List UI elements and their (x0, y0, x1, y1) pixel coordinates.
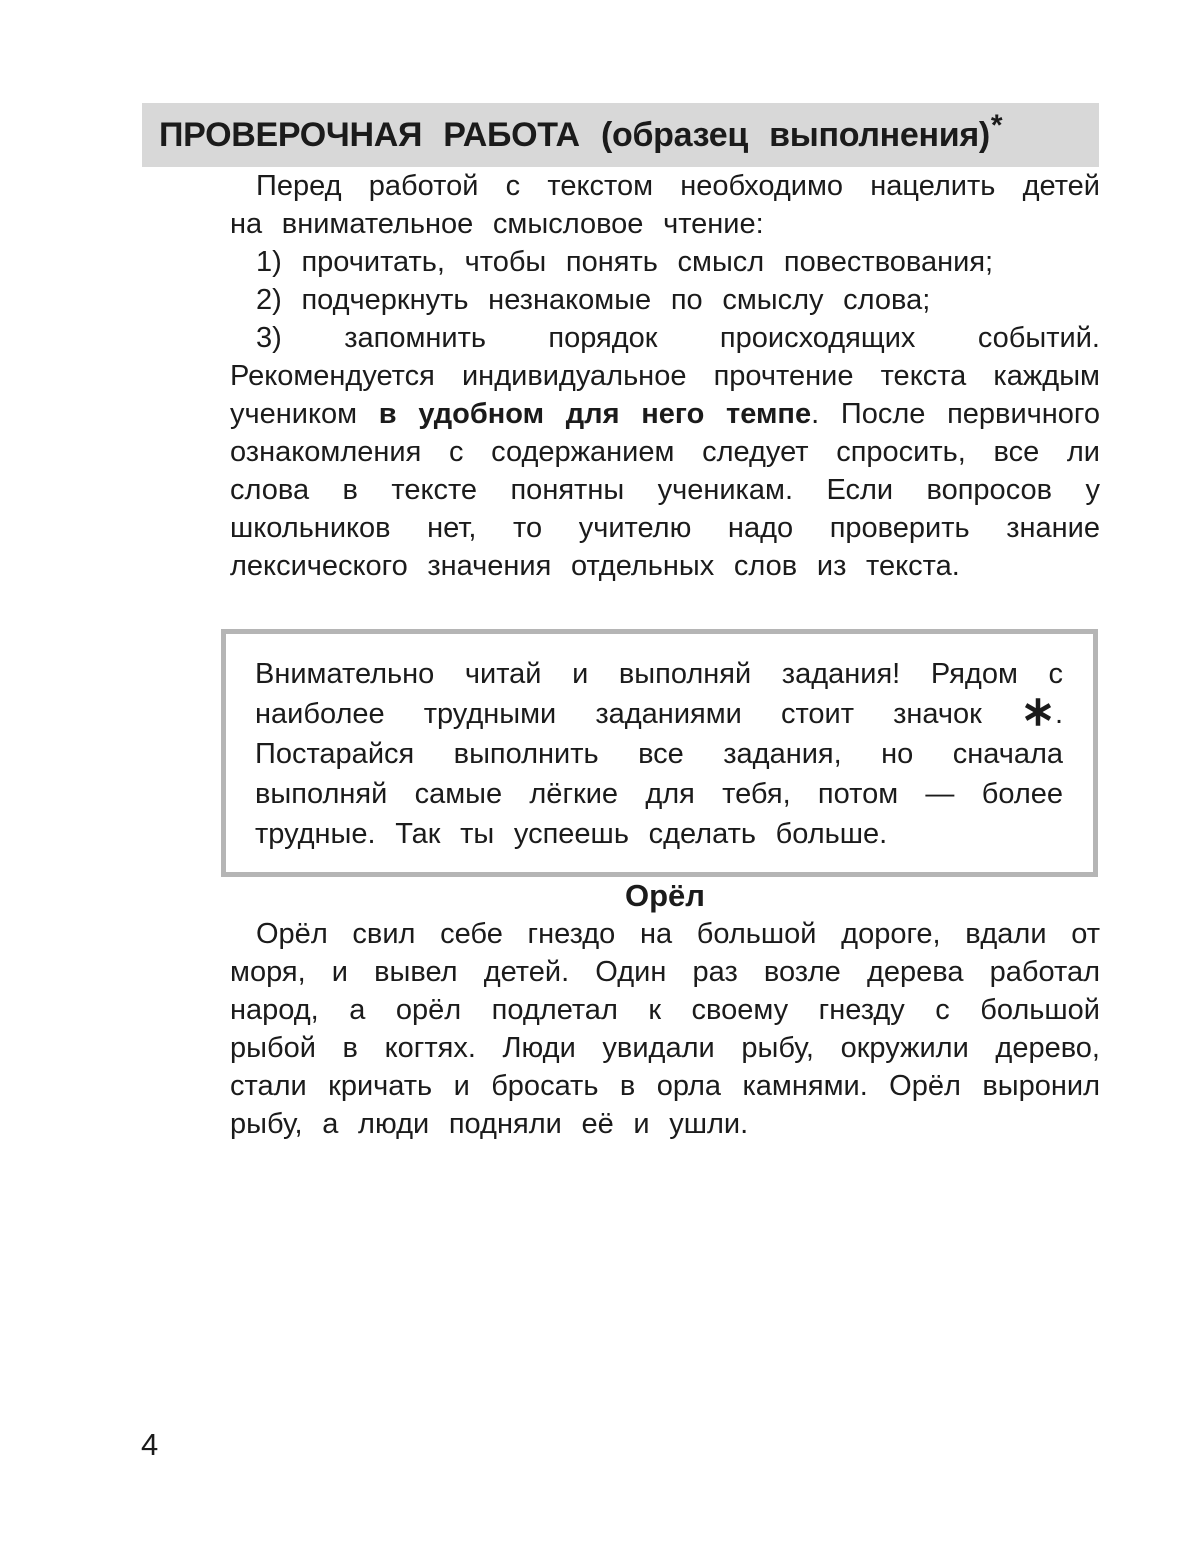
page-content (230, 167, 1100, 1143)
heavy-asterisk-icon (1023, 697, 1053, 727)
instruction-box (221, 629, 1098, 877)
story-title: Орёл (625, 878, 705, 913)
section-header-asterisk: * (990, 109, 1003, 142)
instruction-paragraph (255, 654, 1063, 854)
list-item-1: 1) прочитать, чтобы понять смысл повествования; (256, 246, 994, 278)
bold-phrase: в удобном для него темпе (378, 398, 812, 430)
story-paragraph: Орёл свил себе гнездо на большой дороге, вдали от моря, и вывел детей. Один раз возле дерева работал народ, а орёл подлетал к своему гнезду с большой рыбой в когтях. Люди увидали рыбу, окружили дерево, стали кричать и бросать в орла камнями. Орёл выронил рыбу, а люди подняли её и ушли. (230, 918, 1100, 1140)
page-number: 4 (141, 1427, 159, 1462)
section-header (142, 103, 1099, 167)
list-item-3-text-end: . После первичного ознакомления с содержанием следует спросить, все ли слова в тексте понятны ученикам. Если вопросов у школьников нет, то учителю надо проверить знание лексического значения отдельных слов из текста. (230, 398, 1100, 582)
intro-paragraph: Перед работой с текстом необходимо нацелить детей на внимательное смысловое чтение: (230, 170, 1100, 240)
list-item-3-text: 3) запомнить порядок происходящих событий. Рекомендуется индивидуальное прочтение текста каждым учеником (230, 322, 1100, 430)
list-item-3 (230, 319, 1100, 585)
list-item-2: 2) подчеркнуть незнакомые по смыслу слова; (256, 284, 931, 316)
section-header-title: ПРОВЕРОЧНАЯ РАБОТА (образец выполнения) (159, 115, 990, 154)
instruction-text-start: Внимательно читай и выполняй задания! Рядом с наиболее трудными заданиями стоит значок (255, 658, 1063, 730)
instruction-text-end: . Постарайся выполнить все задания, но сначала выполняй самые лёгкие для тебя, потом — более трудные. Так ты успеешь сделать больше. (255, 698, 1063, 850)
